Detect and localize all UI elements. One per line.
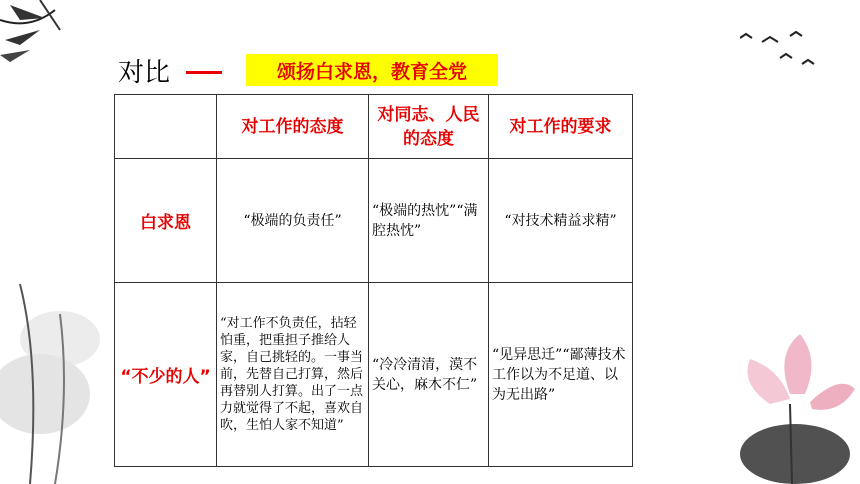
birds-decoration xyxy=(740,28,830,78)
many-work-attitude: “对工作不负责任，拈轻怕重，把重担子推给人家，自己挑轻的。一事当前，先替自己打算，然后再替别人打算。出了一点力就觉得了不起，喜欢自吹，生怕人家不知道” xyxy=(217,283,369,467)
header-people-attitude: 对同志、人民的态度 xyxy=(369,95,489,159)
row-label-bethune: 白求恩 xyxy=(115,159,217,283)
row-label-many-people: “不少的人” xyxy=(115,283,217,467)
many-requirement: “见异思迁”“鄙薄技术工作以为不足道、以为无出路” xyxy=(489,283,633,467)
theme-banner: 颂扬白求恩，教育全党 xyxy=(246,54,498,86)
bamboo-painting-decoration xyxy=(0,0,70,90)
header-empty-cell xyxy=(115,95,217,159)
lotus-flower-decoration xyxy=(730,334,860,484)
bethune-requirement: “对技术精益求精” xyxy=(489,159,633,283)
many-people-attitude: “冷冷清清，漠不关心，麻木不仁” xyxy=(369,283,489,467)
bethune-work-attitude: “极端的负责任” xyxy=(217,159,369,283)
lotus-leaf-decoration xyxy=(0,244,115,484)
table-header-row xyxy=(115,95,633,159)
header-work-requirement: 对工作的要求 xyxy=(489,95,633,159)
comparison-table xyxy=(114,94,633,467)
bethune-people-attitude: “极端的热忱”“满腔热忱” xyxy=(369,159,489,283)
page-title: 对比 xyxy=(118,57,171,88)
arrow-line xyxy=(186,71,222,74)
table-row xyxy=(115,283,633,467)
header-work-attitude: 对工作的态度 xyxy=(217,95,369,159)
table-row xyxy=(115,159,633,283)
